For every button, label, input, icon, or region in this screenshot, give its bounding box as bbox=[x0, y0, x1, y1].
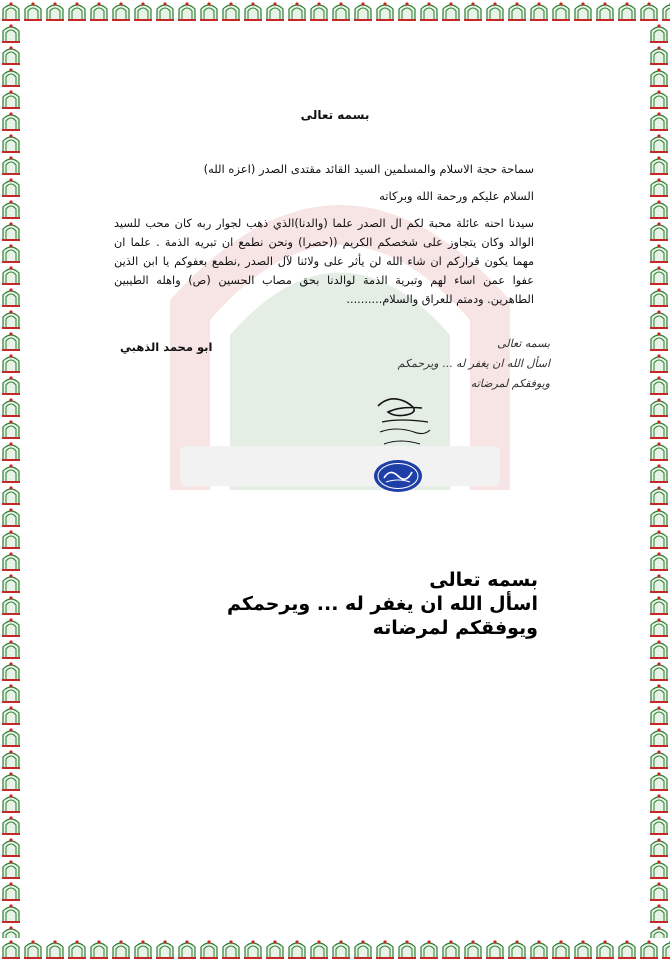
border-pattern-top-icon bbox=[0, 0, 670, 22]
border-pattern-left-icon bbox=[0, 22, 22, 938]
decorative-border-bottom bbox=[0, 938, 670, 960]
letter-body: سيدنا احنه عائلة محبة لكم ال الصدر علما (والدنا)الذي ذهب لجوار ربه كان محب للسيد الوالد وكان يتجاوز على شخصكم الكريم ((حصرا) ونحن نطمع ان تبريه الذمة . علما ان مهما يكون قراركم ان شاء الله لن يأثر على ولائنا لآل الصدر ,نطمع بعفوكم يا ابن الذين عفوا عمن اساء لهم وتبرية الذمة لوالدنا بحق مصاب الحسين (ص) واهله الطيبين الطاهرين. ودمتم للعراق والسلام.......... bbox=[114, 217, 534, 306]
letter-signer: ابو محمد الذهبي bbox=[120, 340, 213, 354]
border-pattern-bottom-icon bbox=[0, 938, 670, 960]
handwritten-line-2: اسأل الله ان يغفر له ... ويرحمكم bbox=[397, 357, 550, 370]
border-pattern-right-icon bbox=[648, 22, 670, 938]
decorative-border-left bbox=[0, 22, 22, 938]
decorative-border-top bbox=[0, 0, 670, 22]
decorative-border-right bbox=[648, 22, 670, 938]
watermark-logo-icon bbox=[140, 130, 540, 510]
handwritten-signature bbox=[370, 392, 440, 456]
handwritten-line-1: بسمه تعالى bbox=[497, 337, 550, 350]
signature-scribble-icon bbox=[370, 392, 440, 452]
caption-line-1: بسمه تعالى bbox=[429, 569, 538, 591]
letter-addressee: سماحة حجة الاسلام والمسلمين السيد القائد مقتدى الصدر (اعزه الله) bbox=[203, 162, 534, 176]
seal-stamp-icon bbox=[372, 458, 424, 494]
caption-line-3: ويوفقكم لمرضاته bbox=[372, 617, 538, 639]
letter-greeting: السلام عليكم ورحمة الله وبركاته bbox=[379, 189, 534, 203]
handwritten-line-3: ويوفقكم لمرضاته bbox=[470, 377, 550, 390]
handwritten-reply bbox=[360, 334, 550, 394]
forum-watermark bbox=[140, 130, 540, 510]
letter-heading: بسمه تعالى bbox=[300, 108, 370, 122]
reply-transcription bbox=[227, 568, 538, 640]
official-seal bbox=[372, 458, 424, 498]
caption-line-2: اسأل الله ان يغفر له ... ويرحمكم bbox=[227, 593, 538, 615]
